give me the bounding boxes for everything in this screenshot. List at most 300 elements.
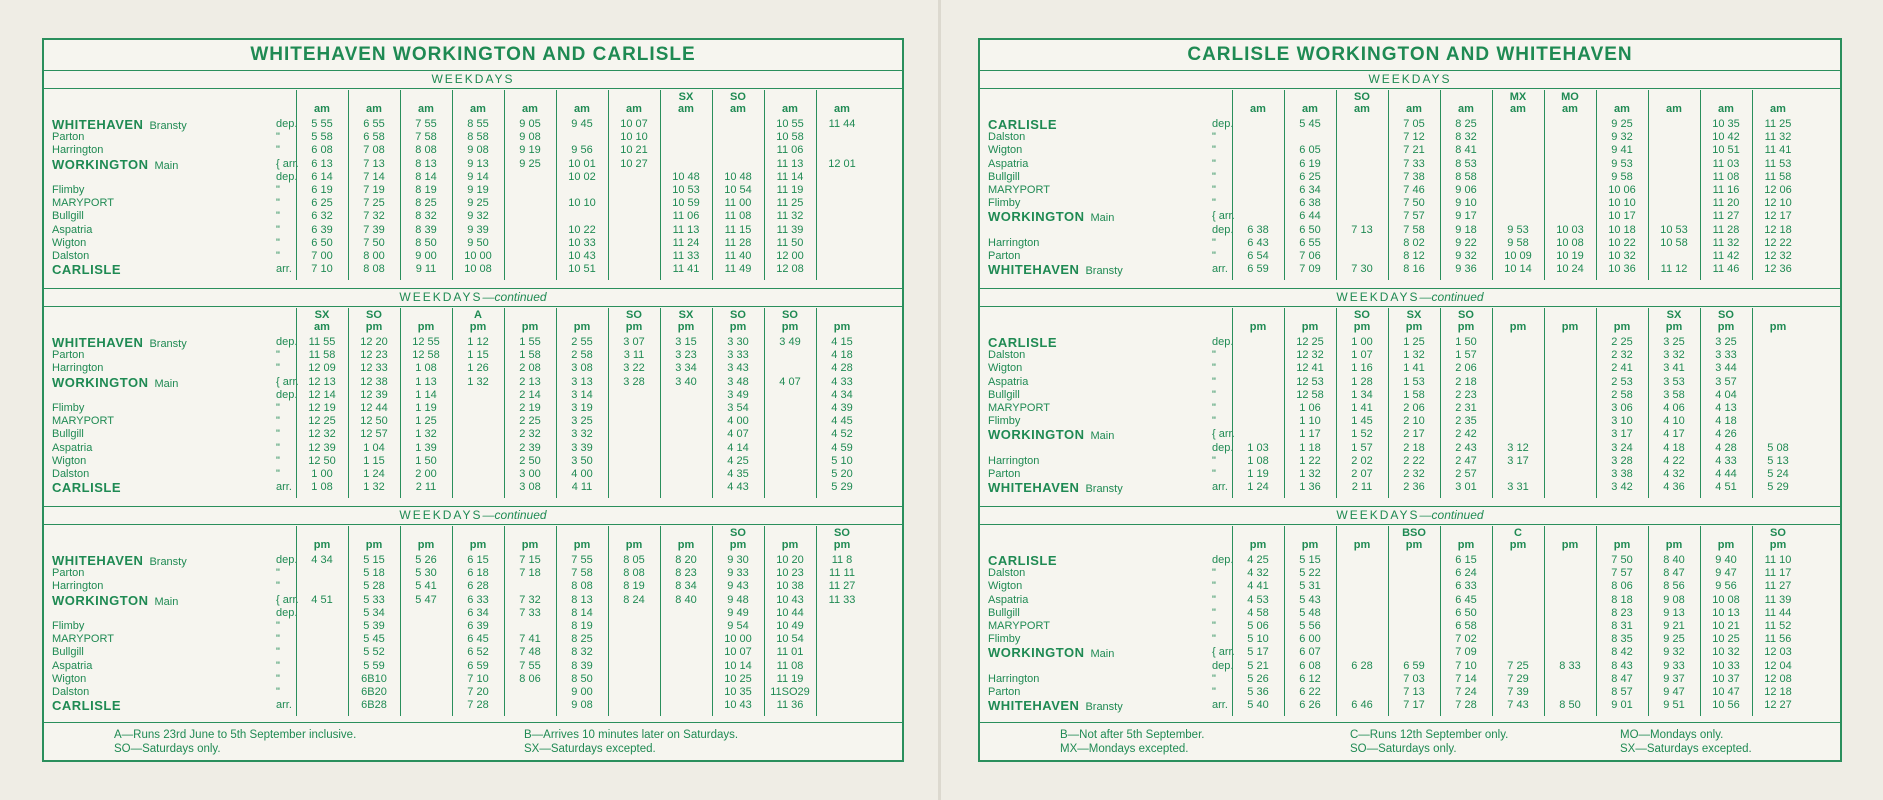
- footnote-rule: [44, 722, 902, 723]
- time-cell: 12 39: [308, 441, 336, 454]
- arr-dep-marker: dep.: [276, 170, 298, 183]
- arr-dep-marker: dep.: [1212, 554, 1234, 566]
- time-cell: 2 32: [1611, 349, 1633, 362]
- train-column: [712, 554, 764, 712]
- station-label: Harrington: [52, 362, 104, 375]
- time-cell: [1336, 184, 1388, 197]
- station-sublabel: Bransty: [149, 338, 187, 350]
- station-name: [52, 349, 292, 362]
- station-label: Wigton: [988, 362, 1023, 375]
- time-cell: [816, 633, 868, 646]
- time-cell: [816, 660, 868, 673]
- time-cell: [1232, 118, 1284, 131]
- am-pm-label: pm: [729, 321, 747, 333]
- arr-dep-marker: ": [1212, 131, 1216, 144]
- time-cell: 10 37: [1712, 672, 1740, 685]
- station-name: [988, 131, 1228, 144]
- time-cell: 2 22: [1403, 454, 1425, 467]
- train-column: [1336, 336, 1388, 494]
- time-cell: 3 23: [675, 349, 697, 362]
- arr-dep-marker: arr.: [276, 481, 292, 494]
- arr-dep-marker: ": [1212, 388, 1216, 401]
- time-cell: 11 08: [776, 659, 804, 672]
- time-cell: 3 58: [1663, 388, 1685, 401]
- time-cell: [1492, 402, 1544, 415]
- time-cell: 12 58: [412, 349, 440, 362]
- time-cell: 7 10: [1455, 659, 1477, 672]
- am-pm-label: am: [522, 103, 538, 115]
- am-pm-label: pm: [677, 321, 695, 333]
- time-cell: 8 47: [1663, 567, 1685, 580]
- time-cell: 2 35: [1455, 415, 1477, 428]
- am-pm-label: pm: [417, 321, 435, 333]
- station-sublabel: Main: [1090, 430, 1115, 443]
- am-pm-label: pm: [781, 539, 799, 551]
- am-pm-label: am: [1354, 103, 1370, 115]
- time-cell: [296, 673, 348, 686]
- time-cell: 8 20: [675, 554, 697, 566]
- time-cell: 2 32: [1403, 468, 1425, 480]
- time-cell: 11 20: [1712, 197, 1740, 210]
- time-cell: 8 24: [623, 593, 645, 606]
- time-cell: 4 00: [727, 415, 749, 428]
- time-cell: [764, 362, 816, 375]
- station-label: Flimby: [52, 402, 85, 414]
- time-cell: [608, 660, 660, 673]
- page-fold: [938, 0, 941, 800]
- station-label: Parton: [52, 349, 85, 362]
- time-cell: 10 09: [1504, 250, 1532, 262]
- am-pm-label: pm: [1561, 321, 1579, 333]
- time-cell: 1 25: [415, 415, 437, 428]
- train-column: [452, 554, 504, 712]
- time-cell: [1492, 336, 1544, 349]
- time-cell: 9 50: [467, 236, 489, 249]
- time-cell: 6 46: [1351, 699, 1373, 712]
- train-column: [452, 336, 504, 494]
- time-cell: 6 55: [363, 118, 385, 130]
- time-cell: [1752, 349, 1804, 362]
- station-sublabel: Bransty: [1085, 265, 1123, 278]
- time-cell: 6 45: [1455, 593, 1477, 606]
- time-cell: 5 45: [363, 633, 385, 646]
- time-cell: 7 50: [1611, 554, 1633, 566]
- time-cell: 11 58: [1764, 170, 1792, 183]
- station-label: WORKINGTON: [52, 592, 149, 608]
- time-cell: 7 02: [1455, 633, 1477, 646]
- train-column: [764, 336, 816, 494]
- time-cell: 7 09: [1455, 646, 1477, 659]
- time-cell: 11 56: [1764, 633, 1792, 646]
- station-name: [52, 197, 292, 210]
- time-cell: 5 21: [1247, 659, 1269, 672]
- station-label: WORKINGTON: [988, 645, 1085, 661]
- time-cell: 3 25: [1715, 336, 1737, 348]
- footnote: B—Arrives 10 minutes later on Saturdays.: [524, 729, 739, 741]
- arr-dep-marker: ": [1212, 620, 1216, 632]
- time-cell: [1388, 620, 1440, 633]
- train-code: SO: [1354, 309, 1370, 321]
- time-cell: [1336, 250, 1388, 263]
- time-cell: 10 21: [1712, 620, 1740, 632]
- time-cell: 8 08: [571, 580, 593, 593]
- time-cell: 10 53: [1660, 223, 1688, 236]
- time-cell: 4 15: [831, 336, 853, 348]
- station-name: [52, 402, 292, 415]
- time-cell: 4 07: [727, 428, 749, 441]
- time-cell: 2 10: [1403, 415, 1425, 428]
- time-cell: [1752, 415, 1804, 428]
- time-cell: [1544, 442, 1596, 455]
- time-cell: 9 32: [1455, 250, 1477, 262]
- time-cell: 1 34: [1351, 388, 1373, 401]
- time-cell: 10 00: [464, 250, 492, 262]
- time-cell: 1 32: [1299, 468, 1321, 480]
- time-cell: 10 54: [724, 184, 752, 196]
- time-cell: [1232, 197, 1284, 210]
- time-cell: 10 10: [1608, 197, 1636, 210]
- time-cell: [1336, 686, 1388, 699]
- time-cell: 3 01: [1455, 481, 1477, 494]
- time-cell: 11 39: [776, 223, 804, 236]
- time-cell: 5 15: [363, 554, 385, 566]
- time-cell: 4 11: [571, 481, 593, 494]
- time-cell: [1544, 633, 1596, 646]
- station-name: [52, 224, 292, 237]
- am-pm-label: am: [1718, 103, 1734, 115]
- time-cell: 3 49: [779, 336, 801, 348]
- station-name: [988, 442, 1228, 455]
- station-sublabel: Main: [154, 377, 179, 390]
- time-cell: [1492, 362, 1544, 375]
- station-label: Bullgill: [52, 428, 84, 441]
- station-label: CARLISLE: [52, 480, 121, 496]
- time-cell: 8 43: [1611, 659, 1633, 672]
- time-cell: 9 40: [1715, 554, 1737, 566]
- time-cell: [816, 686, 868, 699]
- arr-dep-marker: ": [276, 210, 280, 223]
- time-cell: 9 05: [519, 118, 541, 130]
- section-heading: [980, 290, 1840, 306]
- time-cell: 6 58: [1455, 620, 1477, 632]
- time-cell: 3 39: [571, 441, 593, 454]
- time-cell: 4 51: [311, 593, 333, 606]
- time-cell: [296, 580, 348, 593]
- arr-dep-marker: ": [276, 184, 280, 196]
- time-cell: 6 26: [1299, 699, 1321, 712]
- train-column: [1596, 336, 1648, 494]
- time-cell: 9 01: [1611, 699, 1633, 712]
- time-cell: 2 07: [1351, 468, 1373, 480]
- section-rule: [44, 524, 902, 525]
- time-cell: [1388, 607, 1440, 620]
- time-cell: 12 58: [1296, 388, 1324, 401]
- time-cell: 2 23: [1455, 388, 1477, 401]
- am-pm-label: pm: [313, 539, 331, 551]
- time-cell: 4 51: [1715, 481, 1737, 494]
- time-cell: [660, 131, 712, 144]
- station-name: [52, 673, 292, 686]
- time-cell: 7 46: [1403, 184, 1425, 196]
- station-name: [988, 481, 1228, 494]
- time-cell: 6 28: [1351, 659, 1373, 672]
- am-pm-label: am: [730, 103, 746, 115]
- time-cell: [660, 633, 712, 646]
- station-label: Aspatria: [52, 659, 93, 672]
- time-cell: [556, 184, 608, 197]
- am-pm-label: am: [470, 103, 486, 115]
- station-name: [988, 633, 1228, 646]
- time-cell: [504, 184, 556, 197]
- time-cell: 2 50: [519, 454, 541, 467]
- time-cell: 5 24: [1767, 468, 1789, 480]
- arr-dep-marker: ": [1212, 454, 1216, 467]
- time-cell: 7 28: [1455, 699, 1477, 712]
- time-cell: 9 30: [727, 554, 749, 566]
- time-cell: 4 06: [1663, 402, 1685, 414]
- station-name: [988, 389, 1228, 402]
- station-label: Wigton: [988, 580, 1023, 593]
- am-pm-label: pm: [1561, 539, 1579, 551]
- time-cell: 6 22: [1299, 686, 1321, 698]
- time-cell: 12 00: [776, 250, 804, 262]
- time-cell: [1492, 349, 1544, 362]
- time-cell: 6 14: [311, 170, 333, 183]
- am-pm-label: pm: [1665, 321, 1683, 333]
- time-cell: 7 17: [1403, 699, 1425, 712]
- time-cell: 7 15: [519, 554, 541, 566]
- time-cell: 11 33: [672, 250, 700, 262]
- time-cell: [296, 646, 348, 659]
- time-cell: 7 00: [311, 250, 333, 262]
- time-cell: [1492, 580, 1544, 593]
- time-cell: 1 55: [519, 336, 541, 348]
- time-cell: [400, 646, 452, 659]
- train-column: [660, 336, 712, 494]
- time-cell: 1 32: [363, 481, 385, 494]
- section-rule: [44, 288, 902, 289]
- station-label: Flimby: [988, 415, 1021, 428]
- station-sublabel: Main: [154, 159, 179, 172]
- section-heading-text: WEEKDAYS: [1336, 290, 1420, 304]
- time-cell: 3 54: [727, 402, 749, 414]
- time-cell: [296, 660, 348, 673]
- section-rule: [980, 306, 1840, 307]
- time-cell: 4 36: [1663, 481, 1685, 494]
- time-cell: 10 58: [1660, 236, 1688, 249]
- time-cell: 10 00: [724, 633, 752, 646]
- time-cell: [1752, 336, 1804, 349]
- time-cell: 10 03: [1556, 223, 1584, 236]
- time-cell: [1544, 118, 1596, 131]
- time-cell: 8 47: [1611, 672, 1633, 685]
- time-cell: 2 25: [519, 415, 541, 428]
- time-cell: 1 57: [1455, 349, 1477, 362]
- station-label: Harrington: [52, 580, 104, 593]
- time-cell: 1 12: [467, 336, 489, 348]
- time-cell: 3 10: [1611, 415, 1633, 428]
- time-cell: [400, 686, 452, 699]
- time-cell: [1648, 158, 1700, 171]
- time-cell: 3 00: [519, 468, 541, 480]
- time-cell: 12 17: [1764, 210, 1792, 223]
- train-column: [1388, 118, 1440, 276]
- train-code: SO: [626, 309, 642, 321]
- time-cell: 11 50: [776, 236, 804, 249]
- time-cell: 10 59: [672, 197, 700, 210]
- station-name: [988, 224, 1228, 237]
- arr-dep-marker: ": [276, 441, 280, 454]
- time-cell: [660, 158, 712, 171]
- time-cell: 9 33: [727, 567, 749, 580]
- time-cell: 7 08: [363, 144, 385, 157]
- footnote: MO—Mondays only.: [1620, 729, 1724, 741]
- time-cell: 7 14: [1455, 672, 1477, 685]
- time-cell: 10 36: [1608, 263, 1636, 276]
- station-name: [988, 197, 1228, 210]
- station-name: [52, 158, 292, 171]
- time-cell: [1232, 184, 1284, 197]
- time-cell: 7 29: [1507, 672, 1529, 685]
- time-cell: 11 41: [672, 263, 700, 276]
- time-cell: 6 00: [1299, 633, 1321, 646]
- time-cell: 11 08: [1712, 170, 1740, 183]
- time-cell: 11 06: [776, 144, 804, 157]
- footnote: C—Runs 12th September only.: [1350, 729, 1509, 741]
- station-label: Parton: [52, 567, 85, 580]
- time-cell: [1492, 184, 1544, 197]
- time-cell: [608, 442, 660, 455]
- am-pm-label: pm: [573, 321, 591, 333]
- time-cell: 10 22: [1608, 236, 1636, 249]
- time-cell: 3 41: [1663, 362, 1685, 375]
- time-cell: 9 25: [467, 197, 489, 210]
- time-cell: 2 57: [1455, 468, 1477, 480]
- am-pm-label: am: [1406, 103, 1422, 115]
- time-cell: 11 17: [1764, 567, 1792, 580]
- station-label: Parton: [988, 468, 1021, 480]
- section-rule: [44, 506, 902, 507]
- time-cell: [816, 237, 868, 250]
- time-cell: 6 07: [1299, 646, 1321, 659]
- train-column: [1492, 336, 1544, 494]
- time-cell: [660, 673, 712, 686]
- arr-dep-marker: ": [276, 236, 280, 249]
- time-cell: [1544, 481, 1596, 494]
- time-cell: 10 44: [776, 606, 804, 619]
- train-column: [1700, 118, 1752, 276]
- arr-dep-marker: ": [276, 250, 280, 262]
- train-code: SX: [678, 309, 694, 321]
- time-cell: 8 35: [1611, 633, 1633, 646]
- time-cell: [660, 686, 712, 699]
- time-cell: [1752, 376, 1804, 389]
- time-cell: 8 58: [1455, 170, 1477, 183]
- time-cell: [816, 131, 868, 144]
- station-label: Flimby: [988, 633, 1021, 646]
- time-cell: [608, 468, 660, 481]
- time-cell: 8 18: [1611, 593, 1633, 606]
- time-cell: 2 55: [571, 336, 593, 348]
- station-sublabel: Main: [1090, 212, 1115, 225]
- time-cell: 7 21: [1403, 144, 1425, 157]
- station-label: WHITEHAVEN: [52, 335, 144, 350]
- time-cell: 12 55: [412, 336, 440, 348]
- station-name: [52, 442, 292, 455]
- time-cell: 2 14: [519, 388, 541, 401]
- time-cell: 7 24: [1455, 686, 1477, 698]
- section-continued-text: —continued: [482, 508, 547, 522]
- station-sublabel: Bransty: [149, 556, 187, 568]
- time-cell: 5 18: [363, 567, 385, 580]
- time-cell: 11 10: [1764, 554, 1792, 566]
- time-cell: 7 25: [363, 197, 385, 210]
- time-cell: 7 55: [519, 659, 541, 672]
- time-cell: 5 26: [1247, 672, 1269, 685]
- am-pm-label: pm: [365, 321, 383, 333]
- time-cell: [816, 210, 868, 223]
- arr-dep-marker: dep.: [276, 554, 298, 566]
- time-cell: 10 01: [568, 157, 596, 170]
- time-cell: [816, 171, 868, 184]
- time-cell: [1492, 118, 1544, 131]
- time-cell: 1 26: [467, 362, 489, 375]
- time-cell: 8 53: [1455, 157, 1477, 170]
- time-cell: 9 43: [727, 580, 749, 593]
- arr-dep-marker: ": [276, 415, 280, 428]
- train-column: [608, 118, 660, 276]
- time-cell: 5 30: [415, 567, 437, 580]
- arr-dep-marker: ": [1212, 197, 1216, 210]
- time-cell: [1544, 468, 1596, 481]
- time-cell: 6 50: [1299, 223, 1321, 236]
- time-cell: 7 43: [1507, 699, 1529, 712]
- time-cell: 11 15: [724, 223, 752, 236]
- time-cell: 9 49: [727, 606, 749, 619]
- time-cell: 1 15: [467, 349, 489, 362]
- time-cell: [660, 699, 712, 712]
- am-pm-label: pm: [1509, 321, 1527, 333]
- time-cell: [400, 620, 452, 633]
- time-cell: 6 50: [1455, 606, 1477, 619]
- am-pm-label: am: [834, 103, 850, 115]
- time-cell: 3 42: [1611, 481, 1633, 494]
- section-rule: [44, 88, 902, 89]
- section-heading-text: WEEKDAYS: [431, 72, 515, 86]
- time-cell: 4 22: [1663, 454, 1685, 467]
- section-rule: [980, 88, 1840, 89]
- am-pm-label: pm: [1769, 321, 1787, 333]
- time-cell: 7 48: [519, 646, 541, 659]
- time-cell: 8 41: [1455, 144, 1477, 157]
- time-cell: 11 32: [1764, 131, 1792, 144]
- time-cell: [608, 686, 660, 699]
- train-column: [504, 118, 556, 276]
- station-sublabel: Bransty: [149, 120, 187, 132]
- time-cell: [1232, 171, 1284, 184]
- station-name: [52, 686, 292, 699]
- am-pm-label: pm: [729, 539, 747, 551]
- time-cell: 10 48: [672, 170, 700, 183]
- station-name: [52, 646, 292, 659]
- time-cell: 4 25: [727, 454, 749, 467]
- time-cell: [1492, 131, 1544, 144]
- time-cell: [1492, 144, 1544, 157]
- time-cell: 5 47: [415, 593, 437, 606]
- time-cell: [1232, 362, 1284, 375]
- am-pm-label: pm: [833, 539, 851, 551]
- time-cell: [816, 646, 868, 659]
